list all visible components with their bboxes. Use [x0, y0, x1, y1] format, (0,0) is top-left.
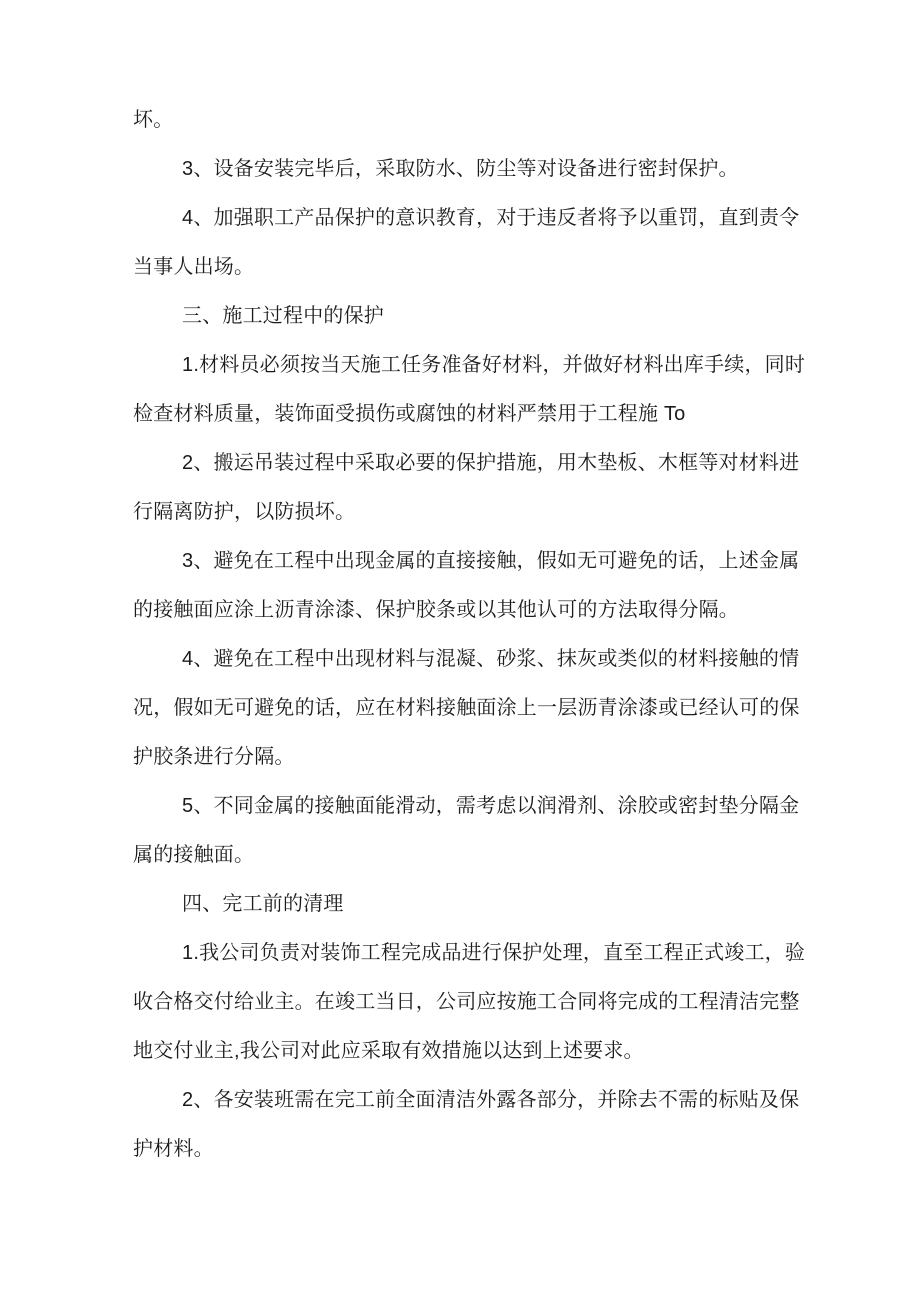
text-line: 5、不同金属的接触面能滑动，需考虑以润滑剂、涂胶或密封垫分隔金 [182, 795, 800, 817]
text-line: 的接触面应涂上沥青涂漆、保护胶条或以其他认可的方法取得分隔。 [133, 599, 739, 621]
text-line: 1.我公司负责对装饰工程完成品进行保护处理，直至工程正式竣工，验 [182, 942, 806, 964]
text-line: 地交付业主,我公司对此应采取有效措施以达到上述要求。 [133, 1040, 644, 1062]
text-line: 当事人出场。 [133, 256, 255, 278]
text-line: 2、各安装班需在完工前全面清洁外露各部分，并除去不需的标贴及保 [182, 1089, 800, 1111]
section-heading: 三、施工过程中的保护 [182, 305, 384, 327]
text-line: 属的接触面。 [133, 844, 255, 866]
text-line: 行隔离防护，以防损坏。 [133, 501, 356, 523]
text-line: 检查材料质量，装饰面受损伤或腐蚀的材料严禁用于工程施 To [133, 403, 686, 425]
text-line: 坏。 [133, 109, 174, 131]
text-line: 4、加强职工产品保护的意识教育，对于违反者将予以重罚，直到责令 [182, 207, 800, 229]
text-line: 1.材料员必须按当天施工任务准备好材料，并做好材料出库手续，同时 [182, 354, 806, 376]
text-line: 护胶条进行分隔。 [133, 746, 295, 768]
text-line: 况，假如无可避免的话，应在材料接触面涂上一层沥青涂漆或已经认可的保 [133, 697, 800, 719]
text-line: 收合格交付给业主。在竣工当日，公司应按施工合同将完成的工程清洁完整 [133, 991, 800, 1013]
text-line: 护材料。 [133, 1138, 214, 1160]
text-line: 4、避免在工程中出现材料与混凝、砂浆、抹灰或类似的材料接触的情 [182, 648, 800, 670]
section-heading: 四、完工前的清理 [182, 893, 344, 915]
text-line: 3、避免在工程中出现金属的直接接触，假如无可避免的话，上述金属 [182, 550, 800, 572]
document-text-content [133, 96, 823, 1174]
text-line: 2、搬运吊装过程中采取必要的保护措施，用木垫板、木框等对材料进 [182, 452, 800, 474]
text-line: 3、设备安装完毕后，采取防水、防尘等对设备进行密封保护。 [182, 158, 739, 180]
